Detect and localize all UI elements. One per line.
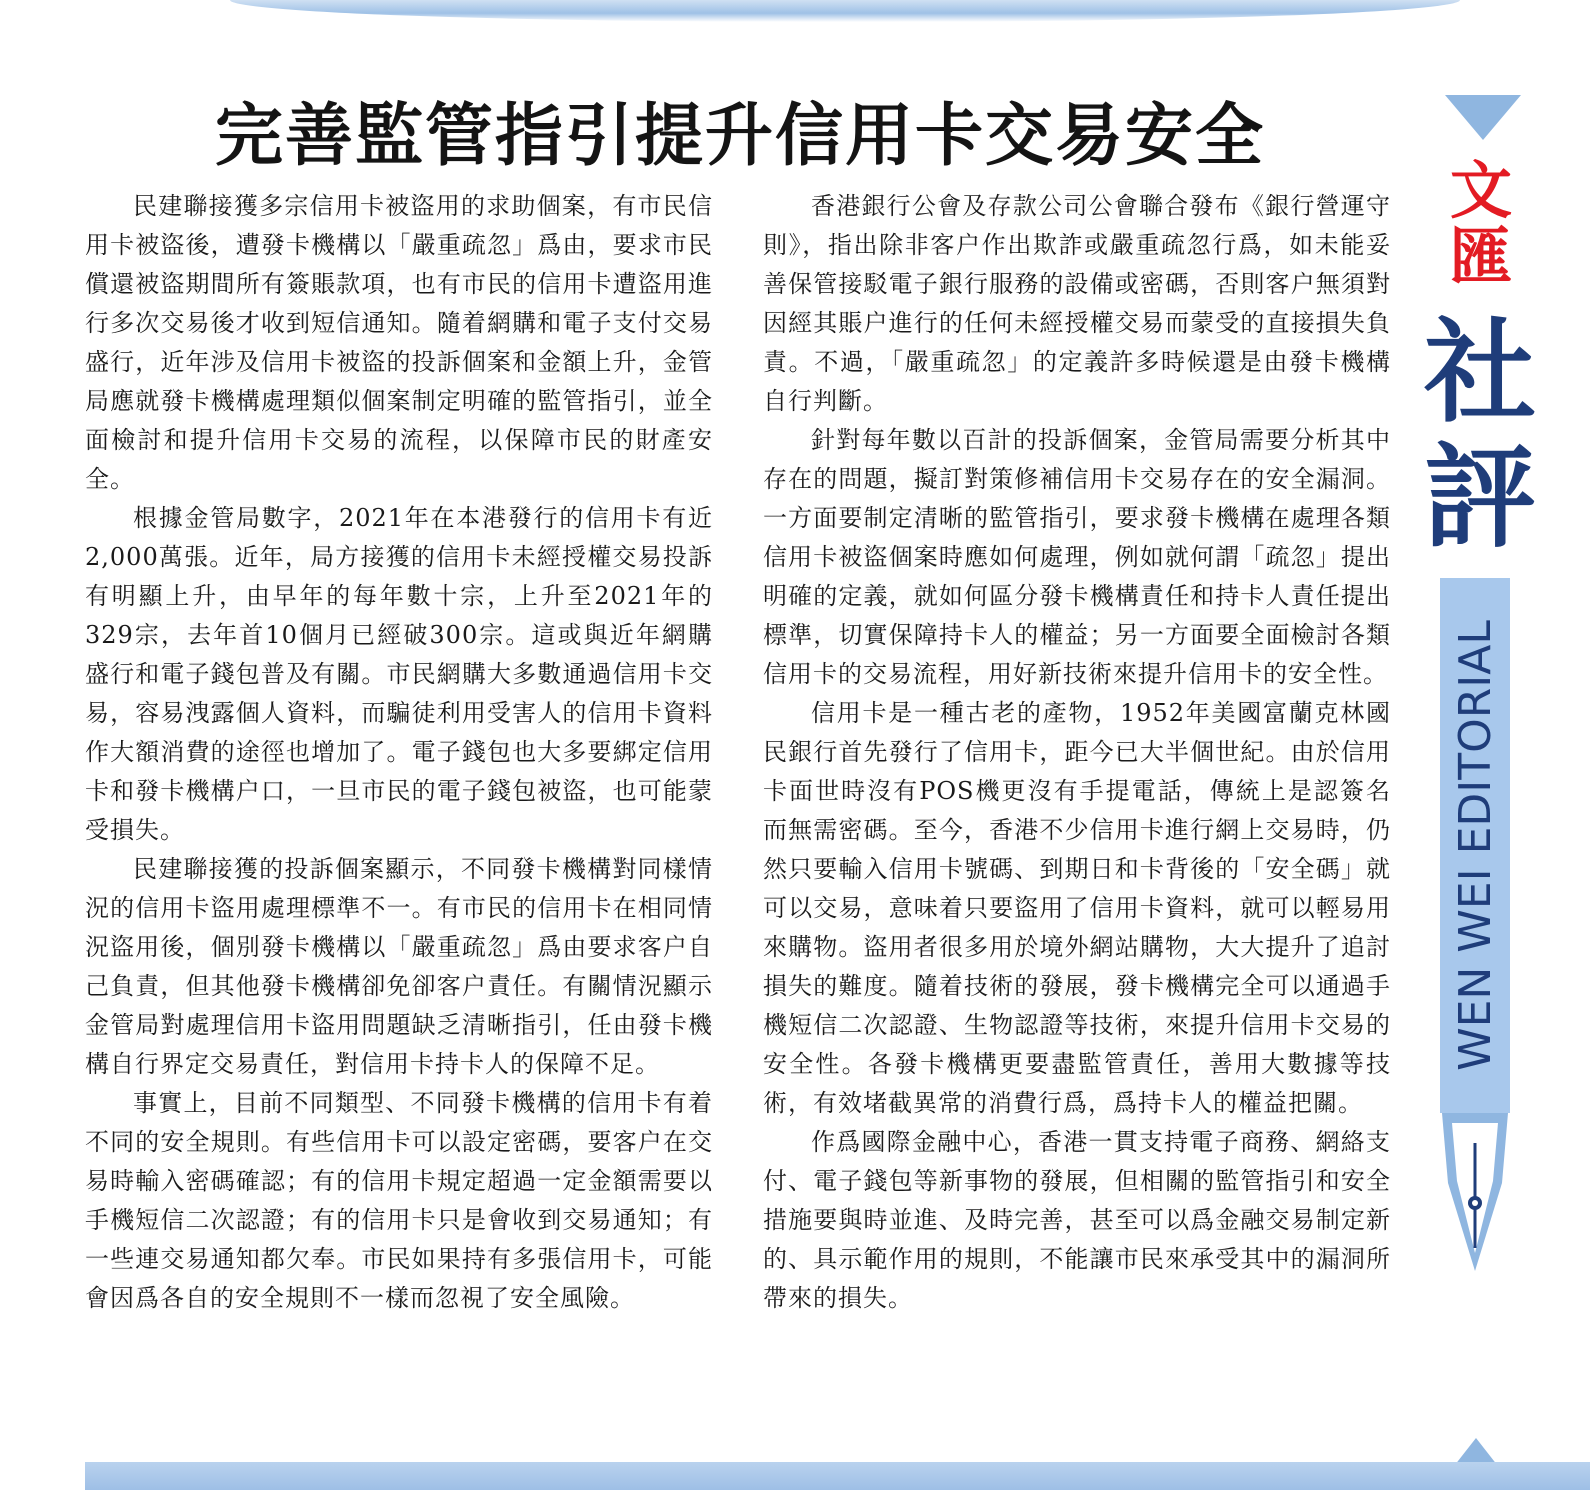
side-banner-strip — [1440, 578, 1510, 1113]
paragraph: 香港銀行公會及存款公司公會聯合發布《銀行營運守則》，指出除非客户作出欺詐或嚴重疏忽行爲，如未能妥善保管接駁電子銀行服務的設備或密碼，否則客户無須對因經其賬户進行的任何未經授權交易而蒙受的直接損失負責。不過，「嚴重疏忽」的定義許多時候還是由發卡機構自行判斷。 — [763, 192, 1391, 415]
top-decorative-band — [230, 0, 1460, 22]
paragraph: 事實上，目前不同類型、不同發卡機構的信用卡有着不同的安全規則。有些信用卡可以設定密碼，要客户在交易時輸入密碼確認；有的信用卡規定超過一定金額需要以手機短信二次認證；有的信用卡只是會收到交易通知；有一些連交易通知都欠奉。市民如果持有多張信用卡，可能會因爲各自的安全規則不一樣而忽視了安全風險。 — [85, 1089, 713, 1312]
side-banner-top-triangle — [1445, 95, 1521, 140]
paragraph: 根據金管局數字，2021年在本港發行的信用卡有近2,000萬張。近年，局方接獲的信用卡未經授權交易投訴有明顯上升，由早年的每年數十宗，上升至2021年的329宗，去年首10個月已經破300宗。這或與近年網購盛行和電子錢包普及有關。市民網購大多數通過信用卡交易，容易洩露個人資料，而騙徒利用受害人的信用卡資料作大額消費的途徑也增加了。電子錢包也大多要綁定信用卡和發卡機構户口，一旦市民的電子錢包被盜，也可能蒙受損失。 — [85, 504, 713, 844]
headline: 完善監管指引提升信用卡交易安全 — [214, 97, 1265, 176]
english-section-label: WEN WEI EDITORIAL — [1449, 620, 1501, 1071]
article-column-right — [763, 187, 1391, 1447]
paragraph: 民建聯接獲的投訴個案顯示，不同發卡機構對同樣情況的信用卡盜用處理標準不一。有市民的信用卡在相同情況盜用後，個別發卡機構以「嚴重疏忽」爲由要求客户自己負責，但其他發卡機構卻免卻客户責任。有關情況顯示金管局對處理信用卡盜用問題缺乏清晰指引，任由發卡機構自行界定交易責任，對信用卡持卡人的保障不足。 — [85, 855, 713, 1078]
article-column-left — [85, 187, 713, 1447]
paragraph: 民建聯接獲多宗信用卡被盜用的求助個案，有市民信用卡被盜後，遭發卡機構以「嚴重疏忽」爲由，要求市民償還被盜期間所有簽賬款項，也有市民的信用卡遭盜用進行多次交易後才收到短信通知。隨着網購和電子支付交易盛行，近年涉及信用卡被盜的投訴個案和金額上升，金管局應就發卡機構處理類似個案制定明確的監管指引，並全面檢討和提升信用卡交易的流程，以保障市民的財產安全。 — [85, 192, 713, 493]
bottom-decorative-bar — [85, 1462, 1590, 1490]
section-title: 社評 — [1424, 307, 1536, 563]
fountain-pen-icon — [1438, 1113, 1512, 1273]
paragraph: 信用卡是一種古老的產物，1952年美國富蘭克林國民銀行首先發行了信用卡，距今已大半個世紀。由於信用卡面世時沒有POS機更沒有手提電話，傳統上是認簽名而無需密碼。至今，香港不少信用卡進行網上交易時，仍然只要輸入信用卡號碼、到期日和卡背後的「安全碼」就可以交易，意味着只要盜用了信用卡資料，就可以輕易用來購物。盜用者很多用於境外網站購物，大大提升了追討損失的難度。隨着技術的發展，發卡機構完全可以通過手機短信二次認證、生物認證等技術，來提升信用卡交易的安全性。各發卡機構更要盡監管責任，善用大數據等技術，有效堵截異常的消費行爲，爲持卡人的權益把關。 — [763, 699, 1391, 1117]
brand-logo-text: 文匯 — [1449, 154, 1512, 293]
paragraph: 作爲國際金融中心，香港一貫支持電子商務、網絡支付、電子錢包等新事物的發展，但相關的監管指引和安全措施要與時並進、及時完善，甚至可以爲金融交易制定新的、具示範作用的規則，不能讓市民來承受其中的漏洞所帶來的損失。 — [763, 1128, 1391, 1312]
paragraph: 針對每年數以百計的投訴個案，金管局需要分析其中存在的問題，擬訂對策修補信用卡交易存在的安全漏洞。一方面要制定清晰的監管指引，要求發卡機構在處理各類信用卡被盜個案時應如何處理，例如就何謂「疏忽」提出明確的定義，就如何區分發卡機構責任和持卡人責任提出標準，切實保障持卡人的權益；另一方面要全面檢討各類信用卡的交易流程，用好新技術來提升信用卡的安全性。 — [763, 426, 1391, 688]
